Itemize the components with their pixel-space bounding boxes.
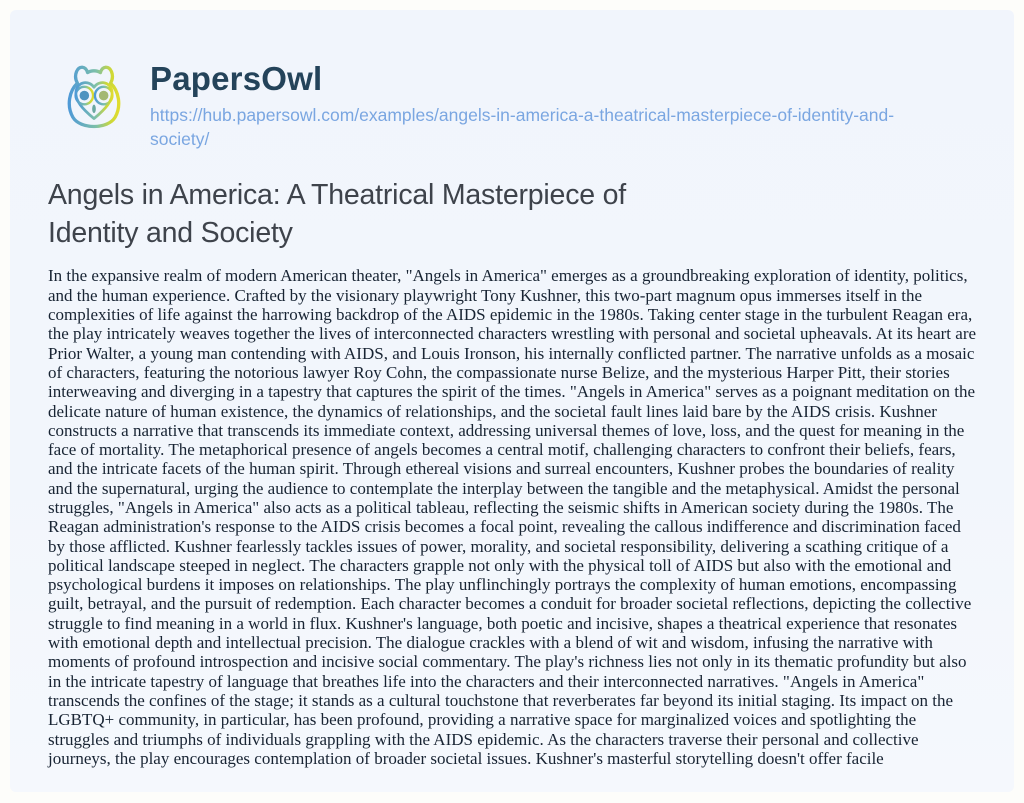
site-header: [48, 56, 976, 151]
papersowl-owl-logo-icon: [48, 56, 140, 148]
document-card: [10, 10, 1014, 792]
essay-title: Angels in America: A Theatrical Masterpiece of Identity and Society: [48, 179, 626, 249]
site-name: PapersOwl: [150, 60, 323, 97]
header-text-block: [150, 56, 918, 151]
page-url-link[interactable]: https://hub.papersowl.com/examples/angels-in-america-a-theatrical-masterpiece-of-identity-and-society/: [150, 104, 895, 150]
essay-body-text: In the expansive realm of modern American theater, "Angels in America" emerges as a groundbreaking exploration of identity, politics, and the human experience. Crafted by the visionary playwright Tony Kushner, this two-part magnum opus immerses itself in the complexities of life against the harrowing backdrop of the AIDS epidemic in the 1980s. Taking center stage in the turbulent Reagan era, the play intricately weaves together the lives of interconnected characters wrestling with personal and societal upheavals. At its heart are Prior Walter, a young man contending with AIDS, and Louis Ironson, his internally conflicted partner. The narrative unfolds as a mosaic of characters, featuring the notorious lawyer Roy Cohn, the compassionate nurse Belize, and the mysterious Harper Pitt, their stories interweaving and diverging in a tapestry that captures the spirit of the times. "Angels in America" serves as a poignant meditation on the delicate nature of human existence, the dynamics of relationships, and the societal fault lines laid bare by the AIDS crisis. Kushner constructs a narrative that transcends its immediate context, addressing universal themes of love, loss, and the quest for meaning in the face of mortality. The metaphorical presence of angels becomes a central motif, challenging characters to confront their beliefs, fears, and the intricate facets of the human spirit. Through ethereal visions and surreal encounters, Kushner probes the boundaries of reality and the supernatural, urging the audience to contemplate the interplay between the tangible and the metaphysical. Amidst the personal struggles, "Angels in America" also acts as a political tableau, reflecting the seismic shifts in American society during the 1980s. The Reagan administration's response to the AIDS crisis becomes a focal point, revealing the callous indifference and discrimination faced by those afflicted. Kushner fearlessly tackles issues of power, morality, and societal responsibility, delivering a scathing critique of a political landscape steeped in neglect. The characters grapple not only with the physical toll of AIDS but also with the emotional and psychological burdens it imposes on relationships. The play unflinchingly portrays the complexity of human emotions, encompassing guilt, betrayal, and the pursuit of redemption. Each character becomes a conduit for broader societal reflections, depicting the collective struggle to find meaning in a world in flux. Kushner's language, both poetic and incisive, shapes a theatrical experience that resonates with emotional depth and intellectual precision. The dialogue crackles with a blend of wit and wisdom, infusing the narrative with moments of profound introspection and incisive social commentary. The play's richness lies not only in its thematic profundity but also in the intricate tapestry of language that breathes life into the characters and their interconnected narratives. "Angels in America" transcends the confines of the stage; it stands as a cultural touchstone that reverberates far beyond its initial staging. Its impact on the LGBTQ+ community, in particular, has been profound, providing a narrative space for marginalized voices and spotlighting the struggles and triumphs of individuals grappling with the AIDS epidemic. As the characters traverse their personal and collective journeys, the play encourages contemplation of broader societal issues. Kushner's masterful storytelling doesn't offer facile: [48, 266, 977, 768]
